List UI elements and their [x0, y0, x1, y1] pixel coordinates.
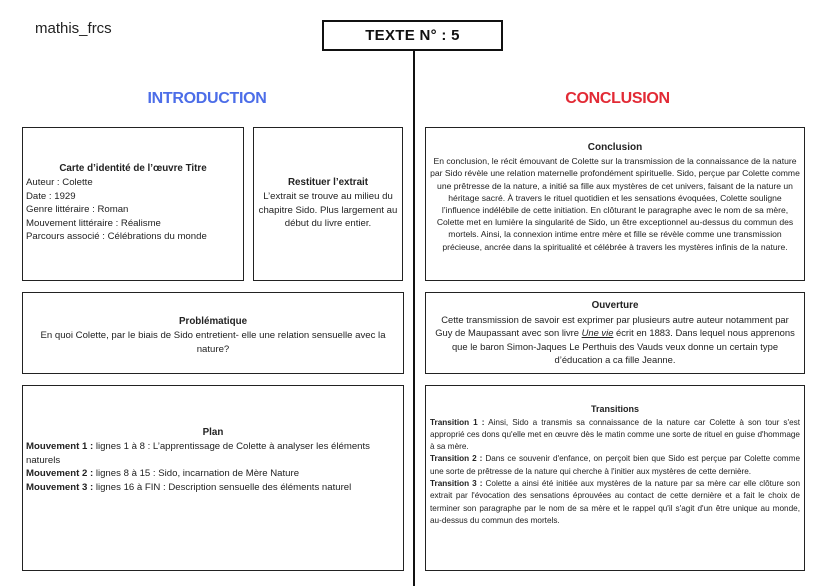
- extract-context-text: L’extrait se trouve au milieu du chapitre Sido. Plus largement au début du livre entier.: [258, 190, 398, 230]
- plan-item: [26, 467, 400, 481]
- plan-title: Plan: [202, 427, 224, 438]
- transition-label: Transition 3 :: [430, 478, 483, 488]
- transition-label: Transition 2 :: [430, 454, 483, 464]
- opening-text-start: Cette transmission de savoir est exprimer par plusieurs autre auteur notamment par Guy de Maupassant avec son livre: [435, 313, 789, 339]
- plan-item-text: lignes 16 à FIN : Description sensuelle des éléments naturel: [93, 481, 352, 493]
- transition-item: [430, 417, 800, 454]
- plan-item-label: Mouvement 1 :: [26, 440, 94, 452]
- book-title: Une vie: [581, 327, 614, 339]
- identity-card-box: [22, 127, 244, 281]
- transitions-box: [425, 385, 805, 571]
- extract-context-box: [253, 127, 403, 281]
- conclusion-box-title: Conclusion: [587, 142, 643, 153]
- extract-context-title: Restituer l’extrait: [287, 177, 369, 188]
- transition-text: Dans ce souvenir d'enfance, on perçoit bien que Sido est perçue par Colette comme une sorte de prêtresse de la nature qui cherche à l'initier aux mystères de cette dernière.: [430, 454, 800, 476]
- transition-label: Transition 1 :: [430, 417, 485, 427]
- transitions-title: Transitions: [590, 404, 639, 414]
- page-title: TEXTE N° : 5: [322, 20, 503, 51]
- plan-item-label: Mouvement 2 :: [26, 468, 94, 480]
- opening-text-end: écrit en 1883. Dans lequel nous apprenons que le baron Simon-Jaques Le Perthuis des Vauds veux donne un certain type d’éducation a ca fille Jeanne.: [451, 327, 795, 365]
- plan-item-text: lignes 1 à 8 : L’apprentissage de Colette à analyser les éléments naturels: [26, 440, 370, 466]
- identity-line: Auteur : Colette: [26, 176, 93, 188]
- plan-item: [26, 481, 400, 495]
- identity-line: Date : 1929: [26, 190, 76, 202]
- identity-line: Mouvement littéraire : Réalisme: [26, 217, 161, 229]
- transition-text: Ainsi, Sido a transmis sa connaissance de la nature car Colette à son tour s'est approprié ces dons qu'elle met en œuvre dès le matin comme une sorte de rituel en guise d'hommage à sa mère.: [430, 417, 801, 452]
- conclusion-heading: CONCLUSION: [565, 90, 670, 107]
- opening-box: [425, 292, 805, 374]
- center-divider: [413, 26, 415, 586]
- opening-text: [432, 313, 798, 366]
- opening-title: Ouverture: [591, 300, 639, 311]
- plan-box: [22, 385, 404, 571]
- plan-item-text: lignes 8 à 15 : Sido, incarnation de Mère Nature: [93, 468, 300, 480]
- problematic-box: [22, 292, 404, 374]
- problematic-text: En quoi Colette, par le biais de Sido entretient- elle une relation sensuelle avec la nature?: [40, 329, 386, 355]
- author-handle: mathis_frcs: [35, 20, 112, 37]
- problematic-title: Problématique: [178, 316, 248, 327]
- identity-card-title: Carte d’identité de l’œuvre Titre: [59, 163, 207, 174]
- conclusion-box: [425, 127, 805, 281]
- identity-line: Genre littéraire : Roman: [26, 204, 129, 216]
- conclusion-text: En conclusion, le récit émouvant de Colette sur la transmission de la connaissance de la nature par Sido révèle une relation maternelle profondément spirituelle. Sido, perçue par Colette comme une prêtresse de la nature, a initié sa fille aux mystères de cet univers, faisant de la nature un héritage sacré. À travers le rituel quotidien et les sensations évoquées, Colette souligne l’influence indélébile de cette initiation. En clôturant le paragraphe avec le nom de sa mère, Colette met en lumière la singularité de Sido, un être exceptionnel au-dessus du commun des mortels. Ainsi, la connexion intime entre mère et fille se révèle comme une transmission précieuse, ancrée dans la spiritualité et célébrée à travers les mystères infinis de la nature.: [430, 156, 800, 252]
- transition-text: Colette a ainsi été initiée aux mystères de la nature par sa mère car elle clôture son extrait par l'évocation des sensations éprouvées au contact de cette dernière et a fait le choix de terminer son paragraphe par le nom de sa mère et le rappel qu'il s'agit d'un être unique au monde, au-dessus du commun des mortels.: [430, 478, 801, 525]
- plan-item: [26, 440, 400, 467]
- transition-item: [430, 453, 800, 478]
- introduction-heading: INTRODUCTION: [147, 90, 267, 107]
- transition-item: [430, 478, 800, 527]
- plan-item-label: Mouvement 3 :: [26, 481, 94, 493]
- identity-line: Parcours associé : Célébrations du monde: [26, 231, 207, 243]
